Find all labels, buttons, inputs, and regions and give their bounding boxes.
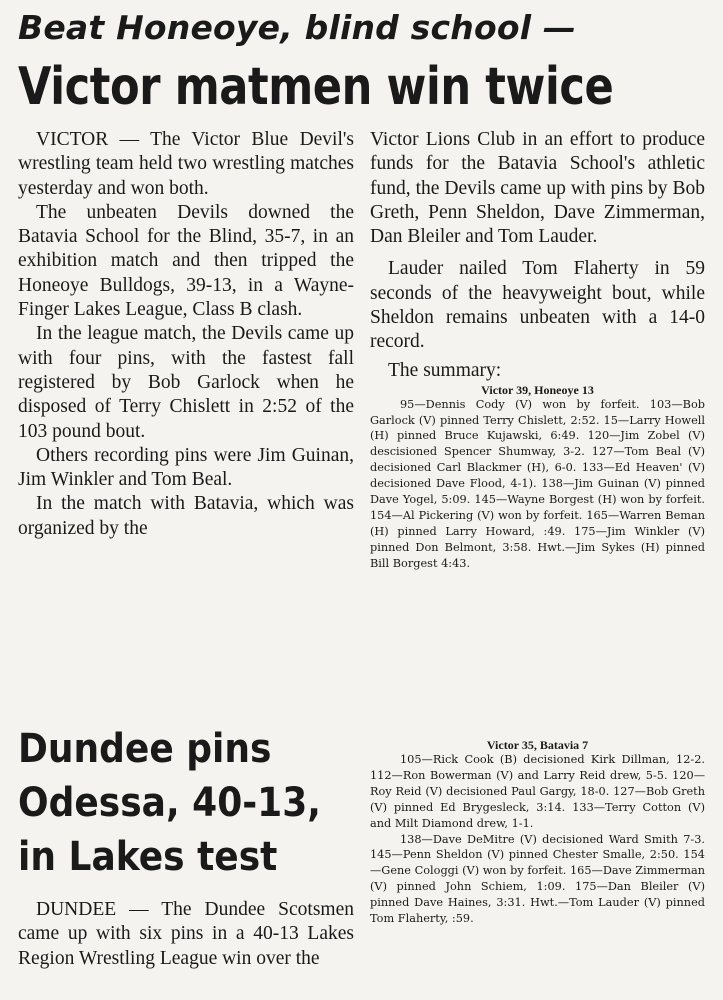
result-summary-batavia: 138—Dave DeMitre (V) decisioned Ward Smith 7-3. 145—Penn Sheldon (V) pinned Chester Smalle, 2:50. 154—Gene Cologgi (V) won by forfeit. 165—Dave Zimmerman (V) pinned John Schiem, 1:09. 175—Dan Bleiler (V) pinned Dave Haines, 3:31. Hwt.—Tom Lauder (V) pinned Tom Flaherty, :59. [370, 832, 705, 926]
secondary-headline-line: Dundee pins [18, 726, 272, 772]
secondary-headline-line: Odessa, 40-13, [18, 780, 321, 826]
result-heading-honeoye: Victor 39, Honeoye 13 [481, 382, 594, 397]
article-paragraph: In the match with Batavia, which was organized by the [18, 493, 354, 539]
summary-label: The summary: [388, 359, 502, 381]
article-paragraph: Victor Lions Club in an effort to produce funds for the Batavia School's athletic fund, the Devils came up with pins by Bob Greth, Penn Sheldon, Dave Zimmerman, Dan Bleiler and Tom Lauder. [370, 129, 705, 248]
article-paragraph: The unbeaten Devils downed the Batavia School for the Blind, 35-7, in an exhibition match and then tripped the Honeoye Bulldogs, 39-13, in a Wayne-Finger Lakes League, Class B clash. [18, 201, 354, 321]
article-paragraph: In the league match, the Devils came up with four pins, with the fastest fall registered by Bob Garlock when he disposed of Terry Chislett in 2:52 of the 103 pound bout. [18, 323, 354, 442]
kicker-headline: Beat Honeoye, blind school — [18, 8, 577, 47]
article-paragraph: Others recording pins were Jim Guinan, Jim Winkler and Tom Beal. [18, 444, 354, 491]
article-paragraph: Lauder nailed Tom Flaherty in 59 seconds of the heavyweight bout, while Sheldon remains unbeaten with a 14-0 record. [370, 258, 705, 353]
article2-column [18, 898, 354, 971]
result-heading-batavia: Victor 35, Batavia 7 [486, 738, 589, 752]
article-paragraph: VICTOR — The Victor Blue Devil's wrestling team held two wrestling matches yesterday and won both. [18, 129, 354, 199]
article-left-column [18, 128, 354, 541]
article-paragraph: DUNDEE — The Dundee Scotsmen came up with six pins in a 40-13 Lakes Region Wrestling League win over the [18, 899, 354, 969]
result-summary-honeoye: 95—Dennis Cody (V) won by forfeit. 103—Bob Garlock (V) pinned Terry Chislett, 2:52. 15—Larry Howell (H) pinned Bruce Kujawski, 6:49. 120—Jim Zobel (V) descisioned Spencer Shumway, 3-2. 127—Tom Beal (V) decisioned Carl Blackmer (H), 6-0. 133—Ed Heaven' (V) decisioned Dave Flood, 4-1). 138—Jim Guinan (V) pinned Dave Yogel, 5:09. 145—Wayne Borgest (H) won by forfeit. 154—Al Pickering (V) won by forfeit. 165—Warren Beman (H) pinned Larry Howard, :49. 175—Jim Winkler (V) pinned Don Belmont, 3:58. Hwt.—Jim Sykes (H) pinned Bill Borgest 4:43. [370, 397, 705, 570]
result-box-batavia [370, 738, 705, 927]
result-summary-batavia: 105—Rick Cook (B) decisioned Kirk Dillman, 12-2. 112—Ron Bowerman (V) and Larry Reid drew, 5-5. 120—Roy Reid (V) decisioned Paul Gargy, 18-0. 127—Bob Greth (V) pinned Ed Brygesleck, 3:14. 133—Terry Cotton (V) and Milt Diamond drew, 1-1. [370, 753, 705, 830]
secondary-headline-line: in Lakes test [18, 834, 278, 880]
secondary-headline [18, 722, 329, 884]
main-headline: Victor matmen win twice [18, 57, 614, 117]
article-right-column [370, 128, 705, 572]
